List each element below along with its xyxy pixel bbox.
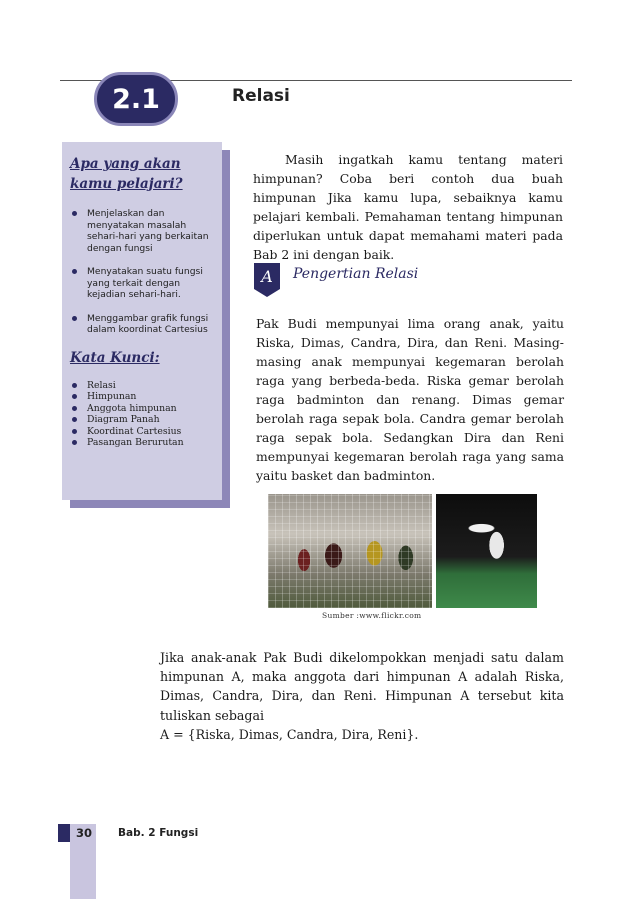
bullet-icon [72, 269, 77, 274]
keyword-text: Himpunan [87, 391, 137, 402]
set-paragraph-text: Jika anak-anak Pak Budi dikelompokkan menjadi satu dalam himpunan A, maka anggota dari himpunan A adalah Riska, Dimas, Candra, Dira, dan Reni. Himpunan A tersebut kita tuliskan sebagai [160, 649, 564, 723]
keyword-item [70, 426, 214, 438]
goal-text: Menyatakan suatu fungsi yang terkait dengan kejadian sehari-hari. [87, 266, 203, 300]
keyword-item [70, 391, 214, 403]
goal-item [70, 208, 214, 254]
keyword-text: Pasangan Berurutan [87, 437, 184, 448]
bullet-icon [72, 211, 77, 216]
goals-heading: Apa yang akan kamu pelajari? [70, 156, 183, 192]
keyword-item [70, 414, 214, 426]
learning-goals-sidebar [62, 142, 222, 500]
keywords-heading: Kata Kunci: [70, 349, 160, 366]
bullet-icon [72, 429, 77, 434]
keyword-text: Diagram Panah [87, 414, 160, 425]
subsection-badge-arrow [254, 289, 280, 297]
keyword-item [70, 403, 214, 415]
goal-item [70, 266, 214, 301]
intro-paragraph: Masih ingatkah kamu tentang materi himpunan? Coba beri contoh dua buah himpunan Jika kamu lupa, sebaiknya kamu pelajari kembali. Pemahaman tentang himpunan diperlukan untuk dapat memahami materi pada Bab 2 ini dengan baik. [253, 152, 563, 262]
keyword-text: Anggota himpunan [87, 402, 177, 414]
bullet-icon [72, 417, 77, 422]
goal-text: Menggambar grafik fungsi dalam koordinat Cartesius [87, 312, 209, 335]
section-title: Relasi [232, 86, 290, 106]
keyword-item [70, 380, 214, 392]
bullet-icon [72, 440, 77, 445]
goals-list [70, 208, 214, 336]
keyword-text: Koordinat Cartesius [87, 425, 182, 437]
keyword-text: Relasi [87, 379, 116, 391]
subsection-letter-badge: A [254, 263, 280, 289]
bullet-icon [72, 406, 77, 411]
keyword-item [70, 437, 214, 449]
goal-net-texture [268, 494, 432, 608]
set-paragraph [160, 648, 564, 745]
goal-text: Menjelaskan dan menyatakan masalah sehari-hari yang berkaitan dengan fungsi [87, 208, 209, 254]
chapter-label: Bab. 2 Fungsi [118, 827, 199, 839]
bullet-icon [72, 316, 77, 321]
goal-item [70, 313, 214, 336]
badminton-photo [436, 494, 537, 608]
page-number: 30 [76, 826, 93, 840]
subsection-title: Pengertian Relasi [293, 266, 419, 282]
story-paragraph: Pak Budi mempunyai lima orang anak, yaitu Riska, Dimas, Candra, Dira, dan Reni. Masing-masing anak mempunyai kegemaran berolah raga yang berbeda-beda. Riska gemar berolah raga badminton dan renang. Dimas gemar berolah raga sepak bola. Candra gemar berolah raga sepak bola. Sedangkan Dira dan Reni mempunyai kegemaran berolah raga yang sama yaitu basket dan badminton. [256, 316, 564, 483]
photo-caption: Sumber :www.flickr.com [322, 611, 422, 620]
bullet-icon [72, 383, 77, 388]
set-equation: A = {Riska, Dimas, Candra, Dira, Reni}. [160, 727, 419, 743]
section-number-badge: 2.1 [94, 72, 178, 126]
keywords-list [70, 380, 214, 449]
football-photo [268, 494, 432, 608]
footer-tab [58, 824, 70, 842]
bullet-icon [72, 394, 77, 399]
